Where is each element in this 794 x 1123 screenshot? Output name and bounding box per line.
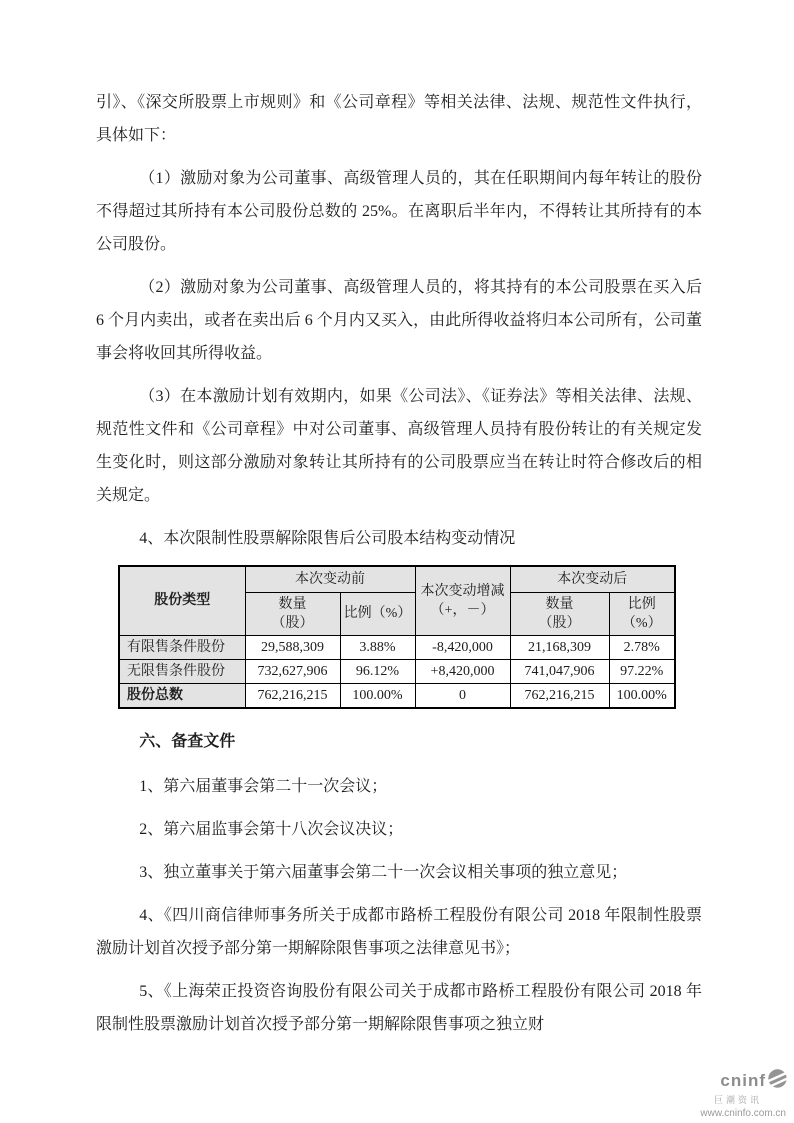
cell-change: +8,420,000	[415, 659, 510, 683]
cninfo-swirl-icon	[767, 1068, 788, 1094]
document-item-2: 2、第六届监事会第十八次会议决议；	[139, 820, 404, 838]
header-change-line2: （+，－）	[430, 602, 495, 618]
cninfo-brand-row	[668, 1068, 788, 1094]
share-structure-table	[118, 565, 676, 709]
clause-3: （3）在本激励计划有效期内，如果《公司法》、《证券法》等相关法律、法规、规范性文件和《公司章程》中对公司董事、高级管理人员持有股份转让的有关规定发生变化时，则这部分激励对象转让其所持有的公司股票应当在转让时符合修改后的相关规定。	[96, 388, 702, 504]
header-after-ratio: 比例（%）	[609, 592, 675, 635]
header-after-qty: 数量 （股）	[510, 592, 609, 635]
header-before-qty: 数量 （股）	[245, 592, 340, 635]
section-6-title: 六、备查文件	[139, 732, 236, 750]
cninfo-logo	[668, 1068, 788, 1119]
header-change-line1: 本次变动增减	[420, 583, 505, 599]
table-row-total	[119, 683, 675, 708]
paragraph-intro: 引》、《深交所股票上市规则》和《公司章程》等相关法律、法规、规范性文件执行，具体如下：	[96, 94, 702, 144]
cninfo-brand-text: cninf	[720, 1071, 766, 1091]
cninfo-website: www.cninfo.com.cn	[700, 1107, 786, 1119]
cninfo-chinese-name: 巨潮资讯	[713, 1095, 762, 1106]
cell-before-ratio: 3.88%	[340, 635, 415, 659]
cell-row-label: 有限售条件股份	[119, 635, 245, 659]
cell-after-qty: 21,168,309	[510, 635, 609, 659]
cell-row-label: 股份总数	[119, 683, 245, 708]
header-share-type: 股份类型	[119, 566, 245, 635]
cell-after-ratio: 97.22%	[609, 659, 675, 683]
header-before-ratio: 比例（%）	[340, 592, 415, 635]
cell-before-qty: 732,627,906	[245, 659, 340, 683]
cell-change: -8,420,000	[415, 635, 510, 659]
cell-before-ratio: 100.00%	[340, 683, 415, 708]
cell-after-ratio: 100.00%	[609, 683, 675, 708]
cell-after-qty: 762,216,215	[510, 683, 609, 708]
table-row-unrestricted	[119, 659, 675, 683]
document-item-4: 4、《四川商信律师事务所关于成都市路桥工程股份有限公司 2018 年限制性股票激励计划首次授予部分第一期解除限售事项之法律意见书》；	[96, 906, 702, 957]
cell-row-label: 无限售条件股份	[119, 659, 245, 683]
table-row-restricted	[119, 635, 675, 659]
section-4-title: 4、本次限制性股票解除限售后公司股本结构变动情况	[139, 530, 516, 547]
cell-before-ratio: 96.12%	[340, 659, 415, 683]
table-header-row-1	[119, 566, 675, 592]
header-change-amount	[415, 566, 510, 635]
clause-2: （2）激励对象为公司董事、高级管理人员的，将其持有的本公司股票在买入后 6 个月内卖出，或者在卖出后 6 个月内又买入，由此所得收益将归本公司所有，公司董事会将收回其所得收益。	[96, 279, 702, 362]
document-item-3: 3、独立董事关于第六届董事会第二十一次会议相关事项的独立意见；	[139, 863, 628, 881]
clause-1: （1）激励对象为公司董事、高级管理人员的，其在任职期间内每年转让的股份不得超过其所持有本公司股份总数的 25%。在离职后半年内，不得转让其所持有的本公司股份。	[96, 170, 702, 253]
document-item-5: 5、《上海荣正投资咨询股份有限公司关于成都市路桥工程股份有限公司 2018 年限制性股票激励计划首次授予部分第一期解除限售事项之独立财	[96, 982, 702, 1033]
header-before-change: 本次变动前	[245, 566, 415, 592]
cell-after-ratio: 2.78%	[609, 635, 675, 659]
cell-before-qty: 762,216,215	[245, 683, 340, 708]
cell-before-qty: 29,588,309	[245, 635, 340, 659]
header-after-change: 本次变动后	[510, 566, 675, 592]
cell-change: 0	[415, 683, 510, 708]
document-item-1: 1、第六届董事会第二十一次会议；	[139, 777, 388, 795]
document-body	[96, 86, 702, 1051]
cell-after-qty: 741,047,906	[510, 659, 609, 683]
